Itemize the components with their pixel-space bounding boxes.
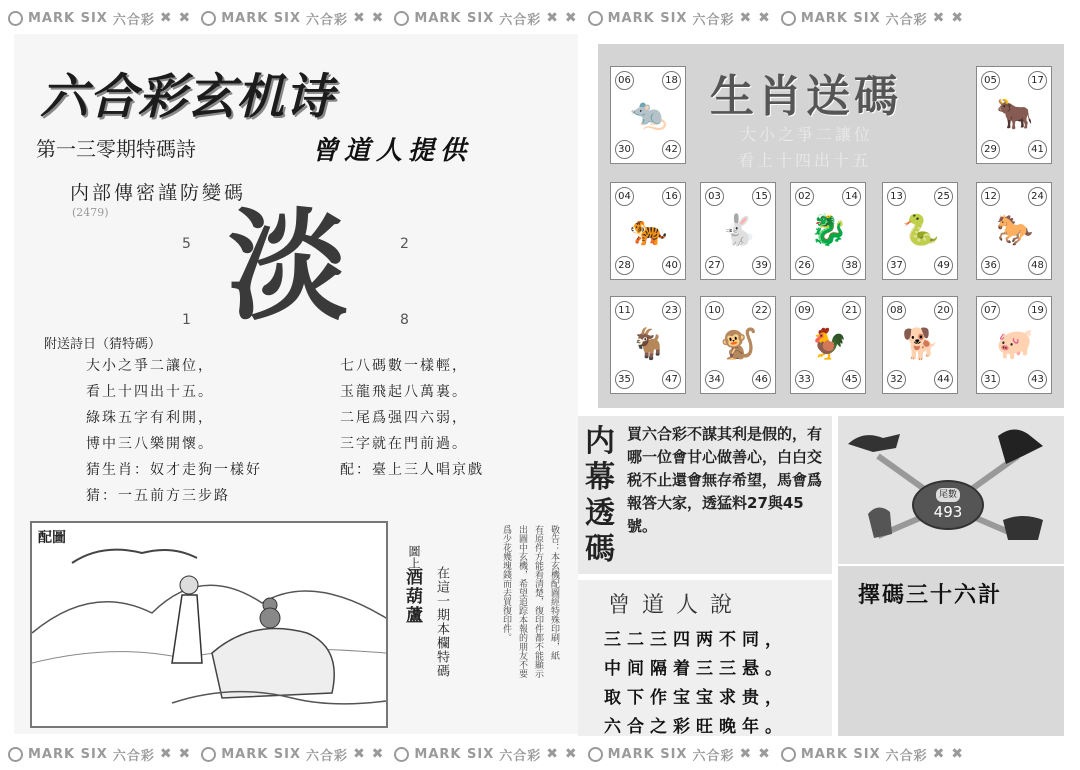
rooster-icon: 🐓 bbox=[810, 327, 848, 362]
zodiac-number: 25 bbox=[934, 187, 953, 206]
zodiac-number: 02 bbox=[795, 187, 814, 206]
dragon-icon: 🐉 bbox=[810, 213, 848, 248]
banner-unit bbox=[588, 9, 771, 28]
zodiac-number: 36 bbox=[981, 256, 1000, 275]
logo-circle-icon bbox=[201, 11, 216, 26]
saying-title: 曾道人說 bbox=[608, 593, 745, 618]
saying-line: 六合之彩旺晚年。 bbox=[604, 717, 788, 737]
zodiac-number: 40 bbox=[662, 256, 681, 275]
cross-icon: ✖ ✖ bbox=[353, 10, 385, 26]
rat-icon: 🐀 bbox=[630, 97, 668, 132]
poem-line: 猜生肖：奴才走狗一樣好 bbox=[86, 462, 262, 478]
poem-line: 綠珠五字有利開， bbox=[86, 410, 214, 426]
zodiac-number: 03 bbox=[705, 187, 724, 206]
tail-label: 尾數 bbox=[936, 488, 960, 502]
poem-line: 玉龍飛起八萬裏。 bbox=[340, 384, 468, 400]
main-title: 六合彩玄机诗 bbox=[40, 69, 335, 125]
zodiac-number: 11 bbox=[615, 301, 634, 320]
zodiac-card bbox=[610, 66, 686, 164]
zodiac-number: 33 bbox=[795, 370, 814, 389]
caption-big: 酒葫蘆 bbox=[402, 568, 422, 625]
cross-icon: ✖ ✖ bbox=[159, 10, 192, 26]
cross-icon: ✖ ✖ bbox=[739, 10, 771, 26]
zodiac-number: 19 bbox=[1028, 301, 1047, 320]
banner-logo-text: 六合彩 bbox=[112, 748, 155, 764]
zodiac-subtitle: 大小之爭二讓位 bbox=[740, 125, 874, 144]
zodiac-number: 41 bbox=[1028, 140, 1047, 159]
banner-logo-text: 六合彩 bbox=[499, 748, 542, 764]
tiger-icon: 🐅 bbox=[630, 213, 668, 248]
cross-icon: ✖ ✖ bbox=[739, 746, 771, 762]
zodiac-number: 08 bbox=[887, 301, 906, 320]
poem-right-column bbox=[340, 353, 484, 483]
cross-icon: ✖ ✖ bbox=[546, 10, 578, 26]
zodiac-number: 21 bbox=[842, 301, 861, 320]
zodiac-number: 16 bbox=[662, 187, 681, 206]
goat-icon: 🐐 bbox=[630, 327, 668, 362]
zodiac-number: 14 bbox=[842, 187, 861, 206]
zodiac-number: 47 bbox=[662, 370, 681, 389]
logo-circle-icon bbox=[201, 747, 216, 762]
top-banner bbox=[0, 6, 1080, 30]
saying-line: 三二三四两不同， bbox=[604, 630, 788, 650]
illustration-frame bbox=[30, 521, 388, 728]
cross-icon: ✖ ✖ bbox=[932, 746, 965, 762]
corner-number: 5 bbox=[182, 236, 191, 252]
zodiac-number: 29 bbox=[981, 140, 1000, 159]
poem-line: 博中三八樂開懷。 bbox=[86, 436, 214, 452]
zodiac-number: 39 bbox=[752, 256, 771, 275]
banner-text: MARK SIX bbox=[414, 746, 495, 762]
logo-circle-icon bbox=[394, 11, 409, 26]
banner-logo-text: 六合彩 bbox=[885, 748, 928, 764]
zodiac-card bbox=[610, 182, 686, 280]
logo-circle-icon bbox=[8, 11, 23, 26]
zodiac-number: 49 bbox=[934, 256, 953, 275]
banner-unit bbox=[394, 9, 577, 28]
zodiac-number: 31 bbox=[981, 370, 1000, 389]
zodiac-number: 26 bbox=[795, 256, 814, 275]
banner-text: MARK SIX bbox=[607, 10, 688, 26]
banner-logo-text: 六合彩 bbox=[306, 12, 349, 28]
corner-number: 1 bbox=[182, 312, 191, 328]
poem-line: 猜：一五前方三步路 bbox=[86, 488, 230, 504]
cross-icon: ✖ ✖ bbox=[353, 746, 385, 762]
bottom-banner bbox=[0, 742, 1080, 766]
zodiac-number: 37 bbox=[887, 256, 906, 275]
caption-right: 在這一期本欄特碼 bbox=[434, 566, 449, 678]
logo-circle-icon bbox=[781, 747, 796, 762]
zodiac-number: 45 bbox=[842, 370, 861, 389]
zodiac-number: 27 bbox=[705, 256, 724, 275]
zodiac-number: 46 bbox=[752, 370, 771, 389]
poem-line: 三字就在門前過。 bbox=[340, 436, 468, 452]
zodiac-number: 44 bbox=[934, 370, 953, 389]
zodiac-number: 05 bbox=[981, 71, 1000, 90]
banner-unit bbox=[201, 9, 384, 28]
poem-line: 大小之爭二讓位， bbox=[86, 358, 214, 374]
issue-title: 第一三零期特碼詩 bbox=[36, 137, 196, 161]
banner-unit bbox=[781, 745, 964, 764]
zodiac-number: 15 bbox=[752, 187, 771, 206]
monkey-icon: 🐒 bbox=[720, 327, 758, 362]
banner-text: MARK SIX bbox=[28, 746, 108, 762]
saying-lines bbox=[604, 626, 788, 742]
banner-text: MARK SIX bbox=[800, 10, 881, 26]
poem-line: 七八碼數一樣輕， bbox=[340, 358, 468, 374]
zodiac-card bbox=[790, 182, 866, 280]
logo-circle-icon bbox=[588, 11, 603, 26]
zodiac-number: 12 bbox=[981, 187, 1000, 206]
zodiac-card bbox=[610, 296, 686, 394]
banner-logo-text: 六合彩 bbox=[692, 748, 735, 764]
illustration-drawing bbox=[32, 523, 386, 726]
secret-line: 内部傳密謹防變碼 bbox=[70, 182, 247, 204]
zodiac-number: 13 bbox=[887, 187, 906, 206]
zodiac-number: 23 bbox=[662, 301, 681, 320]
zodiac-number: 07 bbox=[981, 301, 1000, 320]
zodiac-number: 42 bbox=[662, 140, 681, 159]
zodiac-card bbox=[976, 182, 1052, 280]
cross-icon: ✖ ✖ bbox=[932, 10, 965, 26]
corner-number: 2 bbox=[400, 236, 409, 252]
zodiac-number: 32 bbox=[887, 370, 906, 389]
banner-logo-text: 六合彩 bbox=[306, 748, 349, 764]
zodiac-number: 34 bbox=[705, 370, 724, 389]
logo-circle-icon bbox=[588, 747, 603, 762]
picture-label: 配圖 bbox=[38, 530, 66, 546]
zodiac-number: 48 bbox=[1028, 256, 1047, 275]
big-hint-character: 淡 bbox=[228, 198, 348, 337]
notice-line: 敬告：本玄機配圖經特殊印刷，紙 bbox=[549, 525, 559, 660]
zodiac-card bbox=[976, 296, 1052, 394]
zodiac-number: 17 bbox=[1028, 71, 1047, 90]
zodiac-number: 10 bbox=[705, 301, 724, 320]
snake-icon: 🐍 bbox=[902, 213, 940, 248]
banner-unit bbox=[8, 745, 191, 764]
banner-logo-text: 六合彩 bbox=[885, 12, 928, 28]
zodiac-number: 18 bbox=[662, 71, 681, 90]
rabbit-icon: 🐇 bbox=[720, 213, 758, 248]
zodiac-card bbox=[882, 296, 958, 394]
zodiac-subtitle: 看上十四出十五 bbox=[738, 151, 872, 170]
zodiac-card bbox=[700, 296, 776, 394]
zodiac-card bbox=[882, 182, 958, 280]
banner-unit bbox=[201, 745, 384, 764]
zodiac-card bbox=[700, 182, 776, 280]
banner-text: MARK SIX bbox=[28, 10, 108, 26]
zodiac-number: 38 bbox=[842, 256, 861, 275]
pig-icon: 🐖 bbox=[996, 327, 1034, 362]
zodiac-card bbox=[790, 296, 866, 394]
logo-circle-icon bbox=[394, 747, 409, 762]
corner-number: 8 bbox=[400, 312, 409, 328]
banner-text: MARK SIX bbox=[800, 746, 881, 762]
banner-unit bbox=[394, 745, 577, 764]
tail-value: 493 bbox=[933, 503, 963, 521]
banner-logo-text: 六合彩 bbox=[499, 12, 542, 28]
cross-icon: ✖ ✖ bbox=[546, 746, 578, 762]
inner-news-text: 買六合彩不謀其利是假的，有哪一位會甘心做善心，白白交税不止還會無存希望，馬會爲報答大家，透猛料27與45號。 bbox=[627, 425, 823, 535]
banner-unit bbox=[8, 9, 191, 28]
ox-icon: 🐂 bbox=[996, 97, 1034, 132]
zodiac-title: 生肖送碼 bbox=[710, 71, 902, 122]
caption-small: 圖上 bbox=[407, 545, 421, 569]
zodiac-number: 30 bbox=[615, 140, 634, 159]
poem-line: 二尾爲强四六弱， bbox=[340, 410, 468, 426]
notice-line: 爲少花幾塊錢而去買復印件。 bbox=[501, 525, 511, 642]
banner-text: MARK SIX bbox=[607, 746, 688, 762]
banner-logo-text: 六合彩 bbox=[112, 12, 155, 28]
zodiac-number: 09 bbox=[795, 301, 814, 320]
poem-line: 看上十四出十五。 bbox=[86, 384, 214, 400]
inner-news-title: 内幕透碼 bbox=[585, 424, 615, 567]
zodiac-number: 35 bbox=[615, 370, 634, 389]
banner-unit bbox=[781, 9, 964, 28]
notice-line: 有原件方能看清楚，復印件都不能顯示 bbox=[533, 525, 543, 678]
zodiac-number: 43 bbox=[1028, 370, 1047, 389]
cross-icon: ✖ ✖ bbox=[159, 746, 192, 762]
tail-number-badge bbox=[912, 480, 984, 530]
zodiac-number: 04 bbox=[615, 187, 634, 206]
horse-icon: 🐎 bbox=[996, 213, 1034, 248]
code-number: (2479) bbox=[72, 206, 109, 219]
zodiac-number: 22 bbox=[752, 301, 771, 320]
zodiac-number: 20 bbox=[934, 301, 953, 320]
banner-unit bbox=[588, 745, 771, 764]
zodiac-number: 24 bbox=[1028, 187, 1047, 206]
banner-text: MARK SIX bbox=[221, 10, 302, 26]
saying-line: 中间隔着三三悬。 bbox=[604, 659, 788, 679]
zodiac-number: 06 bbox=[615, 71, 634, 90]
banner-text: MARK SIX bbox=[221, 746, 302, 762]
notice-line: 出圖中玄機，希望追踪本報的朋友不要 bbox=[517, 525, 527, 678]
saying-line: 取下作宝宝求贵， bbox=[604, 688, 788, 708]
dog-icon: 🐕 bbox=[902, 327, 940, 362]
logo-circle-icon bbox=[781, 11, 796, 26]
zodiac-number: 28 bbox=[615, 256, 634, 275]
banner-logo-text: 六合彩 bbox=[692, 12, 735, 28]
banner-text: MARK SIX bbox=[414, 10, 495, 26]
poem-left-column bbox=[86, 353, 262, 509]
poem-header: 附送詩日（猜特碼） bbox=[44, 337, 162, 352]
logo-circle-icon bbox=[8, 747, 23, 762]
author-credit: 曾道人提供 bbox=[312, 136, 473, 166]
zodiac-card bbox=[976, 66, 1052, 164]
strategy-title: 擇碼三十六計 bbox=[858, 583, 1003, 608]
poem-line: 配：臺上三人唱京戲 bbox=[340, 462, 484, 478]
